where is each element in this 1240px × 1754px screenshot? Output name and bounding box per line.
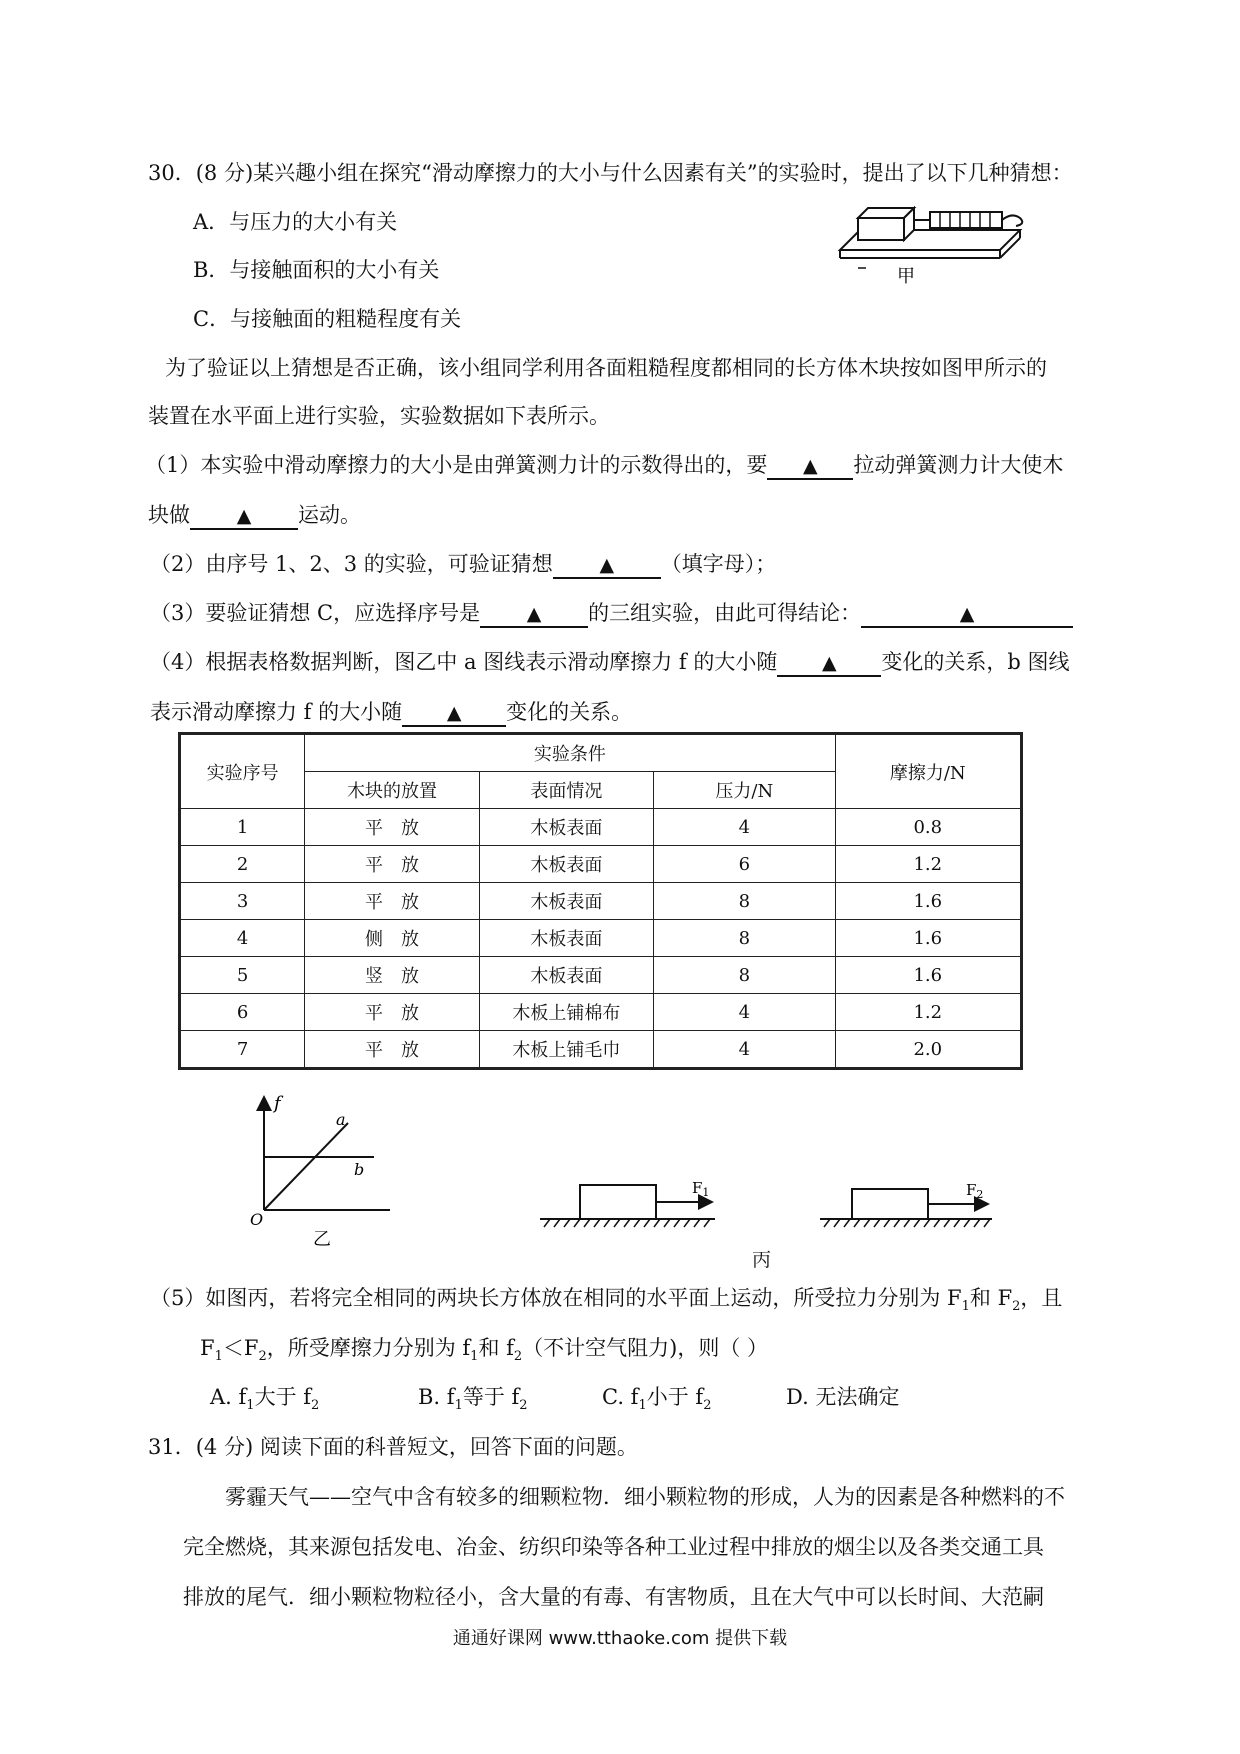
cell-number: 4: [180, 920, 305, 957]
q30-part4-text-d: 变化的关系。: [506, 700, 633, 724]
header-surface: 表面情况: [479, 772, 653, 809]
force-f1-label: $F_1$: [692, 1179, 710, 1199]
cell-friction: 1.6: [835, 957, 1021, 994]
q30-part1-text-a: （1）本实验中滑动摩擦力的大小是由弹簧测力计的示数得出的，要: [145, 453, 768, 477]
q31-stem: 31．(4 分) 阅读下面的科普短文，回答下面的问题。: [148, 1435, 638, 1459]
cell-friction: 1.6: [835, 883, 1021, 920]
q30-part4-line1: [150, 647, 1069, 677]
cell-placement: 平 放: [305, 883, 479, 920]
subscript: 2: [1012, 1299, 1021, 1315]
subscript: 2: [311, 1398, 320, 1414]
page-footer: 通通好课网 www.tthaoke.com 提供下载: [452, 1628, 788, 1649]
choice-c-text: C. f: [602, 1385, 639, 1409]
cell-number: 1: [180, 809, 305, 846]
cell-pressure: 8: [654, 920, 835, 957]
figure-jia: [830, 180, 1030, 285]
q30-part5-text-b: 和 F: [969, 1286, 1013, 1310]
cell-placement: 平 放: [305, 809, 479, 846]
table-row: [180, 883, 1022, 920]
axis-f-label: f: [274, 1095, 281, 1114]
q30-part2-text-a: （2）由序号 1、2、3 的实验，可验证猜想: [150, 552, 553, 576]
figure-bing-right: [820, 1155, 1000, 1230]
cell-placement: 侧 放: [305, 920, 479, 957]
q30-option-c: C．与接触面的粗糙程度有关: [193, 307, 462, 331]
q30-part3-text-a: （3）要验证猜想 C，应选择序号是: [150, 601, 481, 625]
choice-c-text-2: 小于 f: [646, 1385, 704, 1409]
cell-friction: 0.8: [835, 809, 1021, 846]
choice-b-text: B. f: [418, 1385, 455, 1409]
cell-surface: 木板上铺棉布: [479, 994, 653, 1031]
q30-part4-text-a: （4）根据表格数据判断，图乙中 a 图线表示滑动摩擦力 f 的大小随: [150, 650, 778, 674]
header-conditions: 实验条件: [305, 734, 835, 772]
cell-pressure: 4: [654, 1031, 835, 1069]
q30-part5-line1: [150, 1283, 1062, 1322]
q30-part4-line2: [150, 697, 632, 727]
q30-part4-text-c: 表示滑动摩擦力 f 的大小随: [150, 700, 403, 724]
subscript: 1: [638, 1398, 647, 1414]
cell-number: 2: [180, 846, 305, 883]
table-row: [180, 846, 1022, 883]
choice-b-text-2: 等于 f: [462, 1385, 520, 1409]
table-row: [180, 994, 1022, 1031]
cell-pressure: 8: [654, 883, 835, 920]
cell-friction: 1.2: [835, 846, 1021, 883]
q31-line-1: 雾霾天气——空气中含有较多的细颗粒物．细小颗粒物的形成，人为的因素是各种燃料的不: [225, 1485, 1065, 1509]
subscript: 2: [703, 1398, 712, 1414]
q30-part4-text-b: 变化的关系，b 图线: [881, 650, 1070, 674]
q30-part1-text-b: 拉动弹簧测力计大使木: [853, 453, 1064, 477]
choice-a-text-2: 大于 f: [254, 1385, 312, 1409]
subscript: 1: [961, 1299, 970, 1315]
figure-yi-label: 乙: [313, 1229, 331, 1250]
cell-friction: 2.0: [835, 1031, 1021, 1069]
q30-part5-text-h: （不计空气阻力)，则（ ）: [522, 1336, 769, 1360]
q30-part3: [150, 598, 1073, 628]
q30-part1-text-c: 块做: [148, 503, 190, 527]
subscript: 1: [246, 1398, 255, 1414]
choice-d[interactable]: D. 无法确定: [786, 1385, 900, 1409]
cell-pressure: 4: [654, 809, 835, 846]
subscript: 1: [470, 1349, 479, 1365]
figure-yi: [250, 1095, 400, 1250]
choice-a[interactable]: [210, 1382, 319, 1421]
cell-pressure: 8: [654, 957, 835, 994]
figure-jia-label: 甲: [897, 266, 915, 285]
cell-placement: 平 放: [305, 994, 479, 1031]
figure-bing-left: [540, 1155, 720, 1230]
q30-stem: 30．(8 分)某兴趣小组在探究“滑动摩擦力的大小与什么因素有关”的实验时，提出了以下几种猜想：: [148, 161, 1073, 185]
cell-friction: 1.6: [835, 920, 1021, 957]
origin-label: O: [250, 1210, 264, 1229]
cell-surface: 木板表面: [479, 846, 653, 883]
answer-blank-2[interactable]: ▲: [190, 504, 298, 530]
cell-number: 3: [180, 883, 305, 920]
line-a-label: a: [336, 1110, 346, 1129]
choice-c[interactable]: [602, 1382, 711, 1421]
cell-surface: 木板上铺毛巾: [479, 1031, 653, 1069]
cell-friction: 1.2: [835, 994, 1021, 1031]
q30-part2-text-b: （填字母）；: [660, 552, 777, 576]
q30-part1-line1: [145, 450, 1063, 480]
subscript: 2: [513, 1349, 523, 1365]
header-friction: 摩擦力/N: [835, 734, 1021, 809]
q30-option-a: A．与压力的大小有关: [193, 210, 398, 234]
choice-a-text: A. f: [210, 1385, 247, 1409]
q30-intro-2: 装置在水平面上进行实验，实验数据如下表所示。: [148, 404, 610, 428]
q30-part5-text-e: ＜F: [222, 1336, 259, 1360]
q30-part1-line2: [148, 500, 361, 530]
subscript: 1: [214, 1349, 223, 1365]
answer-blank-3[interactable]: ▲: [553, 553, 661, 579]
experiment-table: [178, 732, 1023, 1070]
q30-part5-text-a: （5）如图丙，若将完全相同的两块长方体放在相同的水平面上运动，所受拉力分别为 F: [150, 1286, 962, 1310]
cell-pressure: 4: [654, 994, 835, 1031]
answer-blank-4[interactable]: ▲: [480, 602, 588, 628]
q30-part2: [150, 549, 776, 579]
q30-intro-1: 为了验证以上猜想是否正确，该小组同学利用各面粗糙程度都相同的长方体木块按如图甲所示的: [165, 356, 1047, 380]
header-number: 实验序号: [180, 734, 305, 809]
answer-blank-6[interactable]: ▲: [777, 651, 881, 677]
q30-part1-text-d: 运动。: [298, 503, 361, 527]
cell-surface: 木板表面: [479, 883, 653, 920]
cell-number: 6: [180, 994, 305, 1031]
cell-surface: 木板表面: [479, 809, 653, 846]
q30-option-b: B．与接触面积的大小有关: [193, 258, 440, 282]
line-b-label: b: [354, 1160, 365, 1179]
cell-placement: 平 放: [305, 1031, 479, 1069]
figure-bing-label: 丙: [752, 1249, 772, 1271]
cell-surface: 木板表面: [479, 957, 653, 994]
q31-line-2: 完全燃烧，其来源包括发电、冶金、纺织印染等各种工业过程中排放的烟尘以及各类交通工具: [183, 1535, 1044, 1559]
subscript: 1: [454, 1398, 463, 1414]
q30-part3-text-b: 的三组实验，由此可得结论：: [588, 601, 862, 625]
answer-blank-1[interactable]: ▲: [767, 454, 853, 480]
table-row: [180, 920, 1022, 957]
subscript: 2: [258, 1349, 267, 1365]
table-row: [180, 957, 1022, 994]
header-pressure: 压力/N: [654, 772, 835, 809]
force-f2-label: $F_2$: [966, 1181, 984, 1201]
q30-part5-text-g: 和 f: [478, 1336, 514, 1360]
subscript: 2: [519, 1398, 528, 1414]
q30-part5-text-d: F: [200, 1336, 215, 1360]
cell-number: 7: [180, 1031, 305, 1069]
cell-surface: 木板表面: [479, 920, 653, 957]
table-row: [180, 1031, 1022, 1069]
q30-part5-text-c: ，且: [1020, 1286, 1063, 1310]
answer-blank-5[interactable]: ▲: [861, 602, 1073, 628]
q31-line-3: 排放的尾气．细小颗粒物粒径小，含大量的有毒、有害物质，且在大气中可以长时间、大范嗣: [183, 1585, 1044, 1609]
answer-blank-7[interactable]: ▲: [402, 701, 506, 727]
cell-pressure: 6: [654, 846, 835, 883]
q30-part5-line2: [200, 1333, 768, 1372]
cell-placement: 竖 放: [305, 957, 479, 994]
cell-placement: 平 放: [305, 846, 479, 883]
choice-b[interactable]: [418, 1382, 528, 1421]
q30-part5-text-f: ，所受摩擦力分别为 f: [266, 1336, 471, 1360]
table-row: [180, 809, 1022, 846]
cell-number: 5: [180, 957, 305, 994]
header-placement: 木块的放置: [305, 772, 479, 809]
